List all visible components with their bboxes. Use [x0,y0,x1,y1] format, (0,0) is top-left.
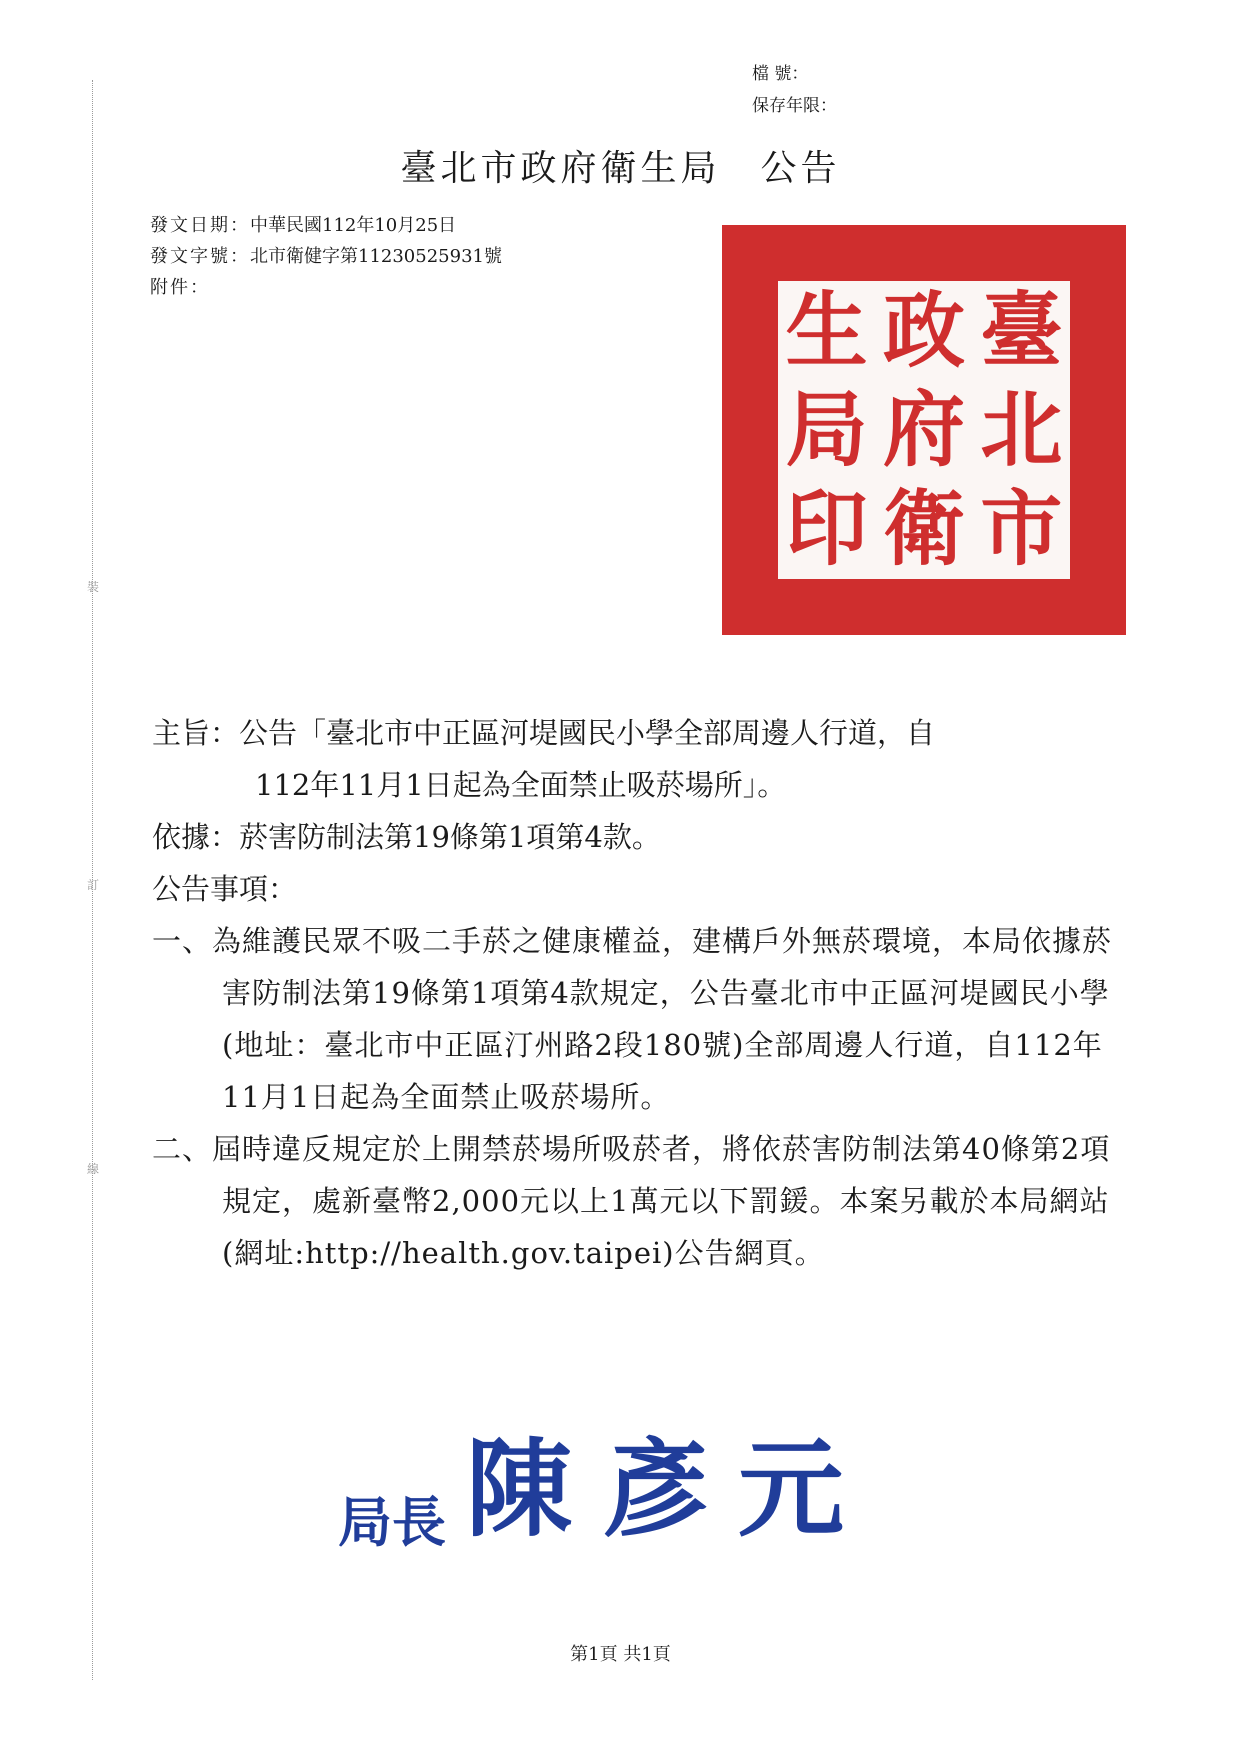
issue-date-row [150,210,502,241]
seal-char: 北 [980,381,1063,478]
document-number-row [150,241,502,272]
seal-char: 局 [785,381,868,478]
binding-mark-xian: 線 [87,1162,100,1176]
signature-stamp [338,1405,874,1557]
document-number-value: 北市衛健字第11230525931號 [250,246,502,267]
reference-block [752,58,837,122]
seal-char: 衛 [882,481,965,578]
attachment-label: 附件： [150,277,210,298]
issuance-meta [150,210,502,303]
seal-char: 臺 [980,282,1063,379]
binding-mark-ding: 訂 [87,878,100,892]
notice-item-1: 一、為維護民眾不吸二手菸之健康權益，建構戶外無菸環境，本局依據菸害防制法第19條第1項第4款規定，公告臺北市中正區河堤國民小學(地址：臺北市中正區汀州路2段180號)全部周邊人行道，自112年11月1日起為全面禁止吸菸場所。 [152,924,1113,1114]
signature-title: 局長 [338,1490,446,1554]
document-number-label: 發文字號： [150,246,250,267]
page-footer: 第1頁 共1頁 [570,1644,671,1665]
signature-name: 陳彥元 [466,1426,874,1551]
seal-char: 政 [882,282,965,379]
official-seal [722,225,1126,635]
basis-label: 依據： [152,820,240,854]
document-title [0,140,1241,191]
basis-text: 菸害防制法第19條第1項第4款。 [239,820,661,854]
notice-body [152,707,1112,1279]
items-heading: 公告事項： [152,872,298,906]
seal-char: 生 [785,282,868,379]
subject-label: 主旨： [152,716,240,750]
subject-line-1 [152,707,1112,759]
basis-line [152,811,1112,863]
file-number-label: 檔 號： [752,64,809,84]
notice-item-2: 二、屆時違反規定於上開禁菸場所吸菸者，將依菸害防制法第40條第2項規定，處新臺幣2,000元以上1萬元以下罰鍰。本案另載於本局網站(網址:http://health.gov.taipei)公告網頁。 [152,1132,1111,1270]
issue-date-label: 發文日期： [150,215,250,236]
subject-text-1: 公告「臺北市中正區河堤國民小學全部周邊人行道，自 [239,716,936,750]
issue-date-value: 中華民國112年10月25日 [250,215,457,236]
document-type: 公告 [760,148,841,189]
seal-inner [778,281,1070,579]
retention-label: 保存年限： [752,96,837,116]
seal-char: 府 [882,381,965,478]
agency-name: 臺北市政府衛生局 [400,148,721,189]
seal-char: 印 [785,481,868,578]
seal-characters [778,281,1070,579]
binding-mark-zhuang: 裝 [87,580,100,594]
seal-char: 市 [980,481,1063,578]
subject-line-2: 112年11月1日起為全面禁止吸菸場所」。 [255,768,787,802]
attachment-row [150,272,502,303]
